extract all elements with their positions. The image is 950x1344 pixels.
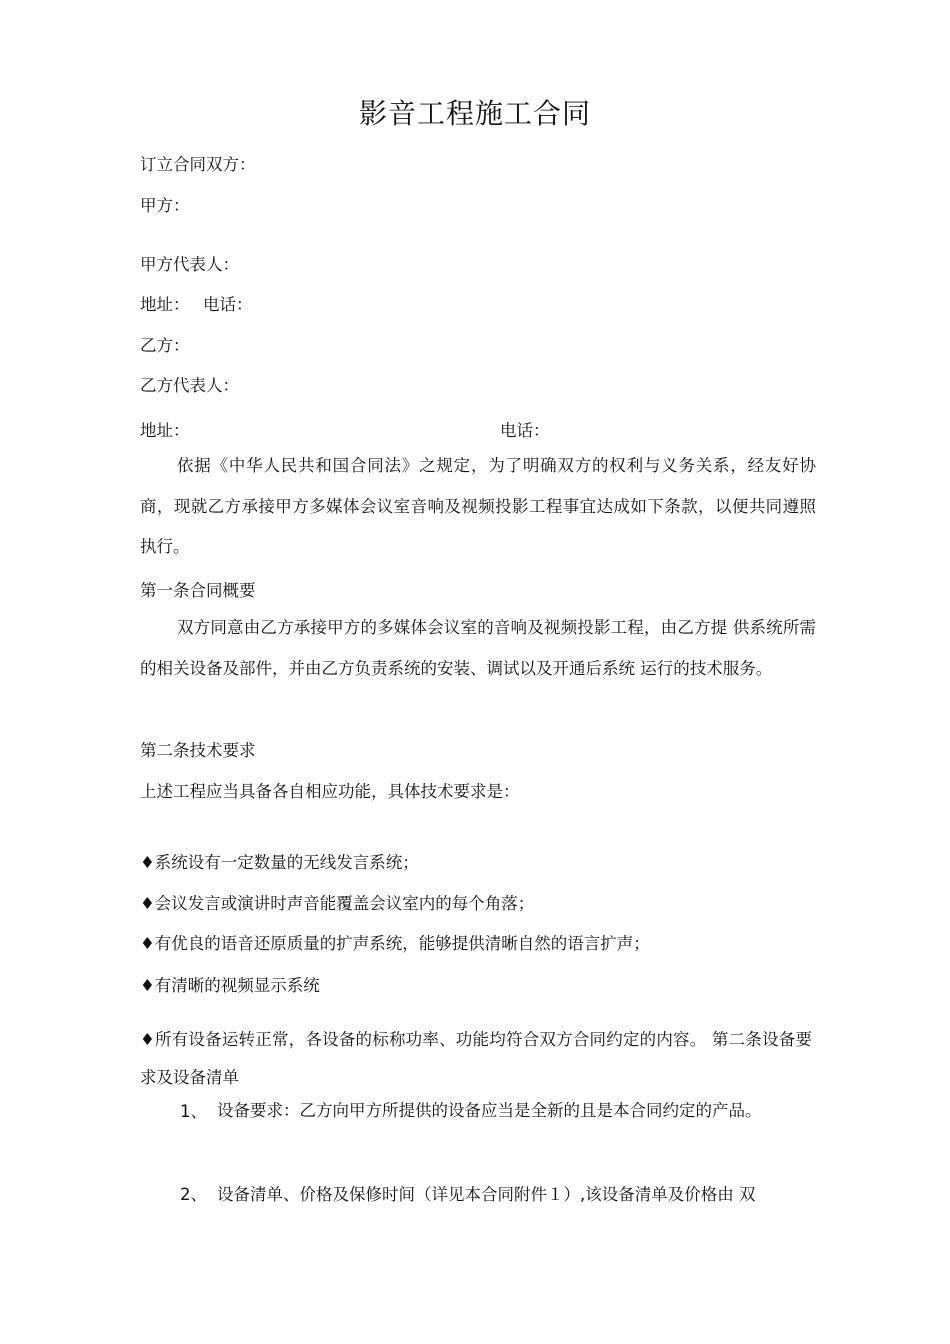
- preamble-paragraph: 依据《中华人民共和国合同法》之规定，为了明确双方的权利与义务关系，经友好协商，现就乙方承接甲方多媒体会议室音响及视频投影工程事宜达成如下条款，以便共同遵照执行。: [140, 456, 816, 556]
- equipment-item-1-number: 1、: [180, 1102, 207, 1121]
- equipment-item-1-text: 设备要求：乙方向甲方所提供的设备应当是全新的且是本合同约定的产品。: [217, 1101, 762, 1120]
- requirement-bullet-3: ♦有优良的语音还原质量的扩声系统，能够提供清晰自然的语言扩声；: [140, 934, 650, 953]
- requirement-bullet-4: ♦有清晰的视频显示系统: [140, 976, 320, 995]
- article-1-body: 双方同意由乙方承接甲方的多媒体会议室的音响及视频投影工程，由乙方提 供系统所需的相关设备及部件，并由乙方负责系统的安装、调试以及开通后系统 运行的技术服务。: [140, 618, 816, 678]
- party-a-representative-label: 甲方代表人：: [140, 255, 239, 274]
- party-b-label: 乙方：: [140, 336, 190, 355]
- requirement-bullet-2: ♦会议发言或演讲时声音能覆盖会议室内的每个角落；: [140, 894, 535, 913]
- requirement-bullet-1: ♦系统设有一定数量的无线发言系统；: [140, 853, 419, 872]
- article-2-intro: 上述工程应当具备各自相应功能，具体技术要求是：: [140, 782, 520, 801]
- article-2-heading: 第二条技术要求: [140, 741, 256, 760]
- party-a-label: 甲方：: [140, 196, 190, 215]
- party-b-phone-label: 电话：: [500, 421, 550, 440]
- party-a-phone-label: 电话：: [203, 295, 253, 314]
- party-b-representative-label: 乙方代表人：: [140, 376, 239, 395]
- equipment-item-2-text: 设备清单、价格及保修时间（详见本合同附件１）,该设备清单及价格由 双: [217, 1185, 756, 1204]
- equipment-item-2-number: 2、: [180, 1185, 207, 1204]
- requirement-bullet-5: ♦所有设备运转正常，各设备的标称功率、功能均符合双方合同约定的内容。 第二条设备要求及设备清单: [140, 1030, 812, 1087]
- parties-intro: 订立合同双方：: [140, 155, 256, 174]
- document-title: 影音工程施工合同: [358, 97, 591, 130]
- article-1-heading: 第一条合同概要: [140, 581, 256, 600]
- party-b-address-label: 地址：: [140, 421, 190, 440]
- party-a-address-label: 地址：: [140, 295, 190, 314]
